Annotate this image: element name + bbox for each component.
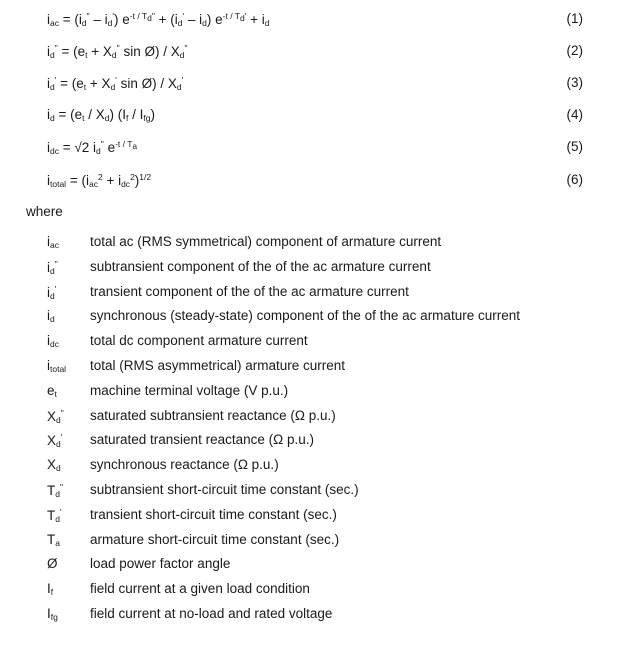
symbol-superscript: " <box>54 258 58 269</box>
definition-description: armature short-circuit time constant (sec.) <box>90 531 340 547</box>
symbol-base: I <box>47 606 51 621</box>
symbol-base: i <box>47 333 50 349</box>
symbol-subscript: d <box>50 290 55 301</box>
definition-symbol <box>47 408 64 425</box>
definition-symbol <box>47 383 57 399</box>
definition-symbol <box>47 606 58 622</box>
symbol-subscript: a <box>55 537 60 548</box>
symbol-superscript: ' <box>54 283 57 294</box>
equation-number: (1) <box>566 11 583 26</box>
symbol-subscript: d <box>55 489 60 499</box>
where-label: where <box>26 204 63 219</box>
definition-symbol <box>47 507 62 524</box>
definition-symbol <box>47 532 60 548</box>
equation-number: (2) <box>566 43 583 58</box>
definition-symbol <box>47 432 62 449</box>
definition-description: total ac (RMS symmetrical) component of armature current <box>90 234 442 249</box>
definition-description: field current at no-load and rated voltage <box>90 606 333 621</box>
equation-5: $i_{dc} = √2$ $i_d^"$ $e^{-t / T_a}$ <box>47 139 138 156</box>
symbol-base: T <box>47 507 56 523</box>
definition-symbol <box>47 358 66 374</box>
equation-row <box>47 75 587 95</box>
symbol-subscript: d <box>50 314 55 325</box>
symbol-subscript: d <box>56 463 61 474</box>
symbol-base: Ø <box>47 556 58 572</box>
definition-description: subtransient component of the of the ac armature current <box>90 258 431 274</box>
definition-description: field current at a given load condition <box>90 581 310 597</box>
equation-row <box>47 11 587 31</box>
symbol-subscript: f <box>50 587 54 598</box>
equation-3: $i_d' = (e_t + X_d'$ sin Ø) / $X_d'$ <box>47 75 184 92</box>
symbol-subscript: d <box>55 513 60 524</box>
symbol-subscript: total <box>50 364 67 374</box>
symbol-base: I <box>47 581 51 597</box>
symbol-subscript: dc <box>50 339 59 350</box>
definition-symbol <box>47 556 58 571</box>
symbol-base: e <box>47 382 55 398</box>
symbol-base: i <box>47 308 50 324</box>
definition-description: transient short-circuit time constant (sec.) <box>90 506 337 522</box>
equation-row <box>47 139 587 159</box>
equation-row <box>47 107 587 127</box>
symbol-base: T <box>47 531 56 547</box>
definition-description: load power factor angle <box>90 556 231 572</box>
symbol-base: i <box>47 234 50 249</box>
definition-description: synchronous reactance (Ω p.u.) <box>90 457 279 473</box>
equation-number: (5) <box>566 139 583 154</box>
definition-symbol <box>47 308 55 324</box>
definition-description: saturated subtransient reactance (Ω p.u.) <box>90 407 336 423</box>
symbol-base: i <box>47 259 50 275</box>
definition-symbol <box>47 457 61 473</box>
symbol-superscript: " <box>59 482 64 492</box>
definition-symbol <box>47 234 59 250</box>
definition-description: transient component of the of the ac armature current <box>90 283 409 299</box>
symbol-superscript: " <box>60 407 64 418</box>
definition-symbol <box>47 284 56 301</box>
definition-description: saturated transient reactance (Ω p.u.) <box>90 432 314 448</box>
symbol-subscript: fg <box>50 612 58 622</box>
definition-symbol <box>47 333 59 349</box>
equation-2: $i_d^" = (e_t + X_d^"$ sin Ø) / $X_d^"$ <box>47 43 188 60</box>
symbol-subscript: d <box>56 414 61 425</box>
definition-symbol <box>47 259 58 276</box>
definition-description: subtransient short-circuit time constant (sec.) <box>90 482 359 497</box>
symbol-superscript: ' <box>59 506 62 517</box>
symbol-superscript: ' <box>60 432 63 443</box>
equation-row <box>47 172 587 192</box>
definition-symbol <box>47 581 53 597</box>
definition-description: machine terminal voltage (V p.u.) <box>90 382 289 398</box>
definition-description: synchronous (steady-state) component of the of the ac armature current <box>90 308 520 324</box>
symbol-base: X <box>47 408 57 424</box>
equation-row <box>47 43 587 63</box>
definition-symbol <box>47 482 63 499</box>
equation-number: (4) <box>566 107 583 122</box>
equation-number: (3) <box>566 75 583 90</box>
definition-description: total (RMS asymmetrical) armature current <box>90 358 346 373</box>
symbol-base: i <box>47 358 50 373</box>
equation-4: $i_d = (e_t / X_d)$ $(I_f / I_{fg})$ <box>47 107 155 123</box>
definition-description: total dc component armature current <box>90 333 308 349</box>
symbol-base: X <box>47 433 57 449</box>
symbol-subscript: d <box>56 439 61 450</box>
symbol-subscript: d <box>50 265 55 276</box>
symbol-base: X <box>47 457 57 473</box>
equation-6: $i_{total} = (i_{ac}^2 + i_{dc}^2)^{1/2}$ <box>47 172 152 189</box>
symbol-subscript: ac <box>50 240 59 250</box>
equation-1: $i_{ac} = (i_d^" - i_d') e^{-t / T_d"} + (i_d' - i_d) e^{-t / T_d'} + i_d$ <box>47 11 270 28</box>
symbol-base: i <box>47 284 50 300</box>
symbol-base: T <box>47 483 56 498</box>
equation-number: (6) <box>566 172 583 187</box>
symbol-subscript: t <box>54 388 57 399</box>
